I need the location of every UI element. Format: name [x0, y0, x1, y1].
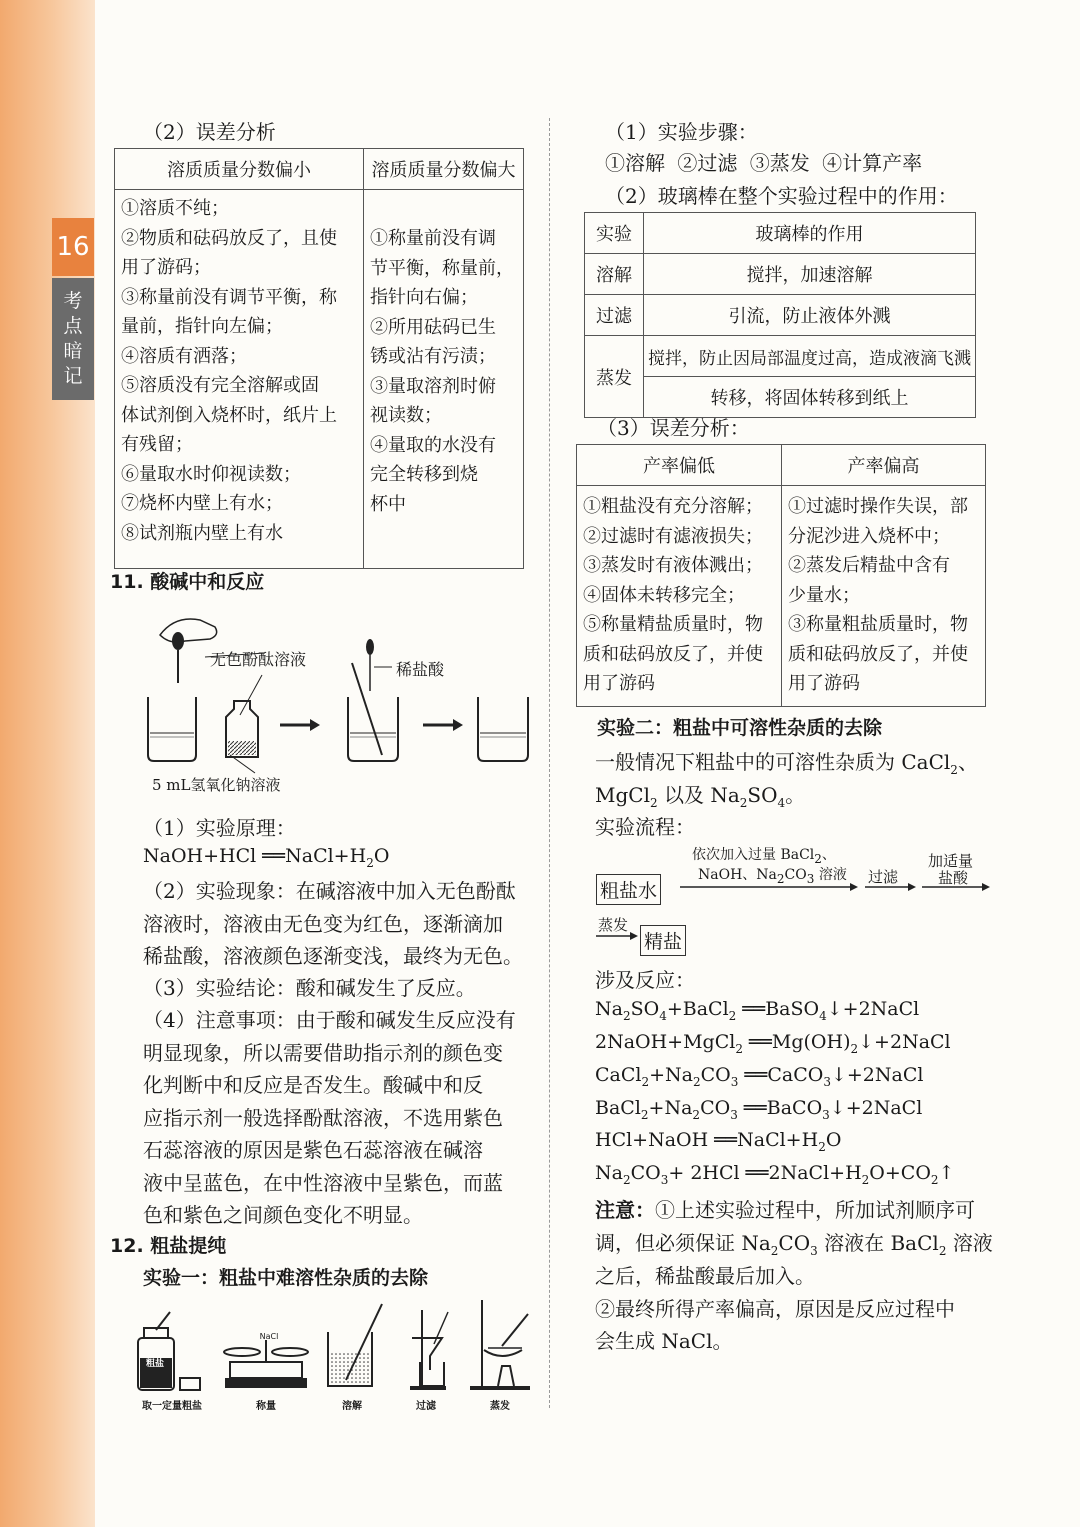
note-line-5: 会生成 NaCl。	[595, 1329, 733, 1353]
error-table	[114, 148, 524, 569]
list-item: ②过滤时有滤液损失；	[583, 525, 763, 547]
list-item: 量前，指针向左偏；	[121, 316, 283, 337]
list-item: ①溶质不纯；	[121, 198, 229, 219]
reaction-equation: 2NaOH+MgCl$_2$ $══Mg(OH)_2↓+2NaCl$	[595, 1031, 951, 1056]
phenomenon-paragraph	[143, 875, 523, 973]
text-line: （2）实验现象：在碱溶液中加入无色酚酞	[143, 879, 516, 903]
text-line: 稀盐酸，溶液颜色逐渐变浅，最终为无色。	[143, 944, 523, 968]
flow-step3-bottom: 盐酸	[938, 869, 969, 887]
flow-step2: 过滤	[868, 868, 899, 886]
error-small-cell	[115, 190, 364, 569]
text-span: 一般情况下粗盐中的可溶性杂质为	[595, 750, 895, 774]
tab-char: 考	[63, 290, 83, 312]
list-item: 视读数；	[370, 405, 442, 426]
text-line: 石蕊溶液的原因是紫色石蕊溶液在碱溶	[143, 1138, 483, 1162]
text-line: 明显现象，所以需要借助指示剂的颜色变	[143, 1040, 503, 1065]
list-item: 节平衡，称量前，	[370, 257, 514, 279]
notes-paragraph	[143, 1004, 516, 1232]
table-header: 产率偏低	[577, 445, 782, 486]
balance-nacl-label: NaCl	[259, 1332, 279, 1341]
apparatus-label: 过滤	[416, 1401, 436, 1412]
experiment-2-title: 实验二：粗盐中可溶性杂质的去除	[597, 717, 883, 739]
list-item: 分泥沙进入烧杯中；	[788, 525, 950, 547]
error-large-cell	[364, 190, 524, 569]
tab-char: 点	[63, 315, 83, 337]
table-cell: 引流，防止液体外溅	[644, 295, 976, 336]
intro-line-1: 一般情况下粗盐中的可溶性杂质为 CaCl$_2$、	[595, 750, 978, 777]
reaction-equation: HCl+NaOH $══NaCl+H_2O$	[595, 1129, 842, 1154]
intro-line-2: MgCl$_2$ 以及 $Na_2SO_4$。	[595, 783, 806, 810]
tab-char: 记	[63, 365, 83, 387]
list-item: ③蒸发时有液体溅出；	[583, 555, 763, 576]
list-item: ①称量前没有调	[370, 228, 496, 249]
yield-high-cell	[782, 486, 986, 707]
apparatus-label: 蒸发	[490, 1401, 510, 1412]
note-line-1	[595, 1194, 975, 1223]
text-line: 应指示剂一般选择酚酞溶液，不选用紫色	[143, 1105, 503, 1130]
text-span: 调，但必须保证	[595, 1231, 735, 1255]
list-item: ⑥量取水时仰视读数；	[121, 463, 301, 485]
text-line: 液中呈蓝色，在中性溶液中呈紫色，而蓝	[143, 1170, 503, 1195]
list-item: 完全转移到烧	[370, 464, 478, 485]
note-label: 注意：	[595, 1198, 655, 1222]
steps-heading: （1）实验步骤：	[605, 120, 758, 144]
note-line-2: 调，但必须保证 $Na_2CO_3$ 溶液在 BaCl$_2$ 溶液	[595, 1231, 993, 1258]
text-span: 溶液	[818, 867, 847, 883]
reaction-equation: $BaCl_2+Na_2CO_3$ ══BaCO$_3$↓+2NaCl	[595, 1097, 923, 1122]
flow-end-box: 精盐	[640, 925, 686, 956]
acid-label: 稀盐酸	[396, 660, 445, 679]
list-item: ⑧试剂瓶内壁上有水	[121, 522, 283, 544]
text-span: ①上述实验过程中，所加试剂顺序可	[655, 1198, 975, 1222]
list-item: ②物质和砝码放反了，且使	[121, 227, 337, 249]
list-item: 体试剂倒入烧杯时，纸片上	[121, 404, 337, 426]
page-number-tab: 16	[52, 218, 94, 276]
list-item: ⑦烧杯内壁上有水；	[121, 493, 283, 514]
list-item: 少量水；	[788, 584, 860, 606]
list-item: ④溶质有洒落；	[121, 345, 247, 367]
list-item: ⑤称量精盐质量时，物	[583, 614, 763, 635]
section-12-title: 12. 粗盐提纯	[110, 1235, 227, 1257]
reaction-equation: $Na_2CO_3+ 2HCl$ $══2NaCl+H_2O+CO_2↑$	[595, 1162, 955, 1187]
list-item: ④量取的水没有	[370, 434, 496, 456]
list-item: ②蒸发后精盐中含有	[788, 555, 950, 576]
list-item: 用了游码	[788, 673, 860, 694]
text-line: 溶液时，溶液由无色变为红色，逐渐滴加	[143, 911, 503, 936]
table-cell: 蒸发	[585, 336, 644, 418]
glass-rod-heading: （2）玻璃棒在整个实验过程中的作用：	[605, 184, 958, 208]
list-item: ①粗盐没有充分溶解；	[583, 496, 763, 517]
flow-step3-top: 加适量	[928, 852, 974, 870]
apparatus-label: 取一定量粗盐	[142, 1401, 202, 1412]
list-item: 锈或沾有污渍；	[370, 346, 496, 367]
list-item: 有残留；	[121, 434, 193, 455]
column-divider	[549, 118, 550, 1408]
reaction-equation: $CaCl_2+Na_2CO_3$ ══CaCO$_3$↓+2NaCl	[595, 1064, 924, 1089]
flow-arrow-evaporate	[594, 931, 638, 941]
list-item: 用了游码；	[121, 257, 211, 278]
apparatus-label: 称量	[256, 1401, 276, 1412]
note-line-4: ②最终所得产率偏高，原因是反应过程中	[595, 1297, 955, 1321]
indicator-label: 无色酚酞溶液	[210, 650, 307, 669]
list-item: ①过滤时操作失误，部	[788, 496, 968, 517]
flow-step4: 蒸发	[598, 916, 629, 934]
flow-step1-bottom: NaOH、$Na_2CO_3$ 溶液	[698, 867, 847, 886]
tab-char: 暗	[63, 340, 83, 362]
text-span: 以及	[663, 783, 704, 807]
list-item: 指针向右偏；	[370, 287, 478, 308]
list-item: ④固体未转移完全；	[583, 584, 745, 606]
flow-step1-top: 依次加入过量 BaCl$_2$、	[692, 847, 836, 866]
list-item: ③称量前没有调节平衡，称	[121, 286, 337, 308]
table-cell: 转移，将固体转移到纸上	[644, 377, 976, 418]
list-item: 用了游码	[583, 673, 655, 694]
list-item: 质和砝码放反了，并使	[583, 643, 763, 665]
section-tab	[52, 278, 94, 400]
error-analysis-heading: （2）误差分析	[143, 120, 276, 144]
base-label: 5 mL氢氧化钠溶液	[152, 776, 281, 794]
table-cell: 过滤	[585, 295, 644, 336]
yield-error-table	[576, 444, 986, 707]
text-span: 溶液在	[824, 1231, 885, 1255]
text-span: 溶液	[952, 1231, 993, 1255]
principle-heading: （1）实验原理：	[143, 816, 296, 840]
apparatus-label: 溶解	[342, 1401, 362, 1412]
table-header: 玻璃棒的作用	[644, 213, 976, 254]
steps-list: ①溶解 ②过滤 ③蒸发 ④计算产率	[605, 151, 923, 175]
text-line: 化判断中和反应是否发生。酸碱中和反	[143, 1073, 483, 1097]
section-11-title: 11. 酸碱中和反应	[110, 571, 265, 593]
list-item: ③称量粗盐质量时，物	[788, 614, 968, 635]
conclusion-line: （3）实验结论：酸和碱发生了反应。	[143, 976, 476, 1000]
yield-error-heading: （3）误差分析：	[597, 416, 750, 440]
reaction-equation: $Na_2SO_4+BaCl_2$ ══BaSO$_4$↓+2NaCl	[595, 998, 920, 1023]
note-line-3: 之后，稀盐酸最后加入。	[595, 1264, 815, 1288]
table-header: 溶质质量分数偏大	[364, 149, 524, 190]
list-item: ②所用砝码已生	[370, 316, 496, 338]
flow-start-box: 粗盐水	[596, 874, 661, 905]
text-line: 色和紫色之间颜色变化不明显。	[143, 1203, 423, 1227]
table-header: 实验	[585, 213, 644, 254]
jar-label: 粗盐	[145, 1359, 164, 1369]
list-item: 质和砝码放反了，并使	[788, 643, 968, 665]
table-header: 溶质质量分数偏小	[115, 149, 364, 190]
table-header: 产率偏高	[782, 445, 986, 486]
table-cell: 搅拌，防止因局部温度过高，造成液滴飞溅	[644, 336, 976, 377]
text-line: （4）注意事项：由于酸和碱发生反应没有	[143, 1008, 516, 1032]
list-item: ③量取溶剂时俯	[370, 375, 496, 397]
flow-heading: 实验流程：	[595, 815, 695, 839]
yield-low-cell	[577, 486, 782, 707]
reactions-heading: 涉及反应：	[595, 968, 695, 992]
table-cell: 搅拌，加速溶解	[644, 254, 976, 295]
neutralization-equation: NaOH+HCl $══NaCl+H_2O$	[143, 845, 390, 870]
glass-rod-table	[584, 212, 976, 418]
purification-apparatus-figure	[130, 1300, 540, 1400]
text-span: 依次加入过量	[692, 847, 776, 863]
list-item: 杯中	[370, 493, 406, 515]
experiment-1-title: 实验一：粗盐中难溶性杂质的去除	[143, 1267, 429, 1289]
table-cell: 溶解	[585, 254, 644, 295]
list-item: ⑤溶质没有完全溶解或固	[121, 375, 319, 396]
